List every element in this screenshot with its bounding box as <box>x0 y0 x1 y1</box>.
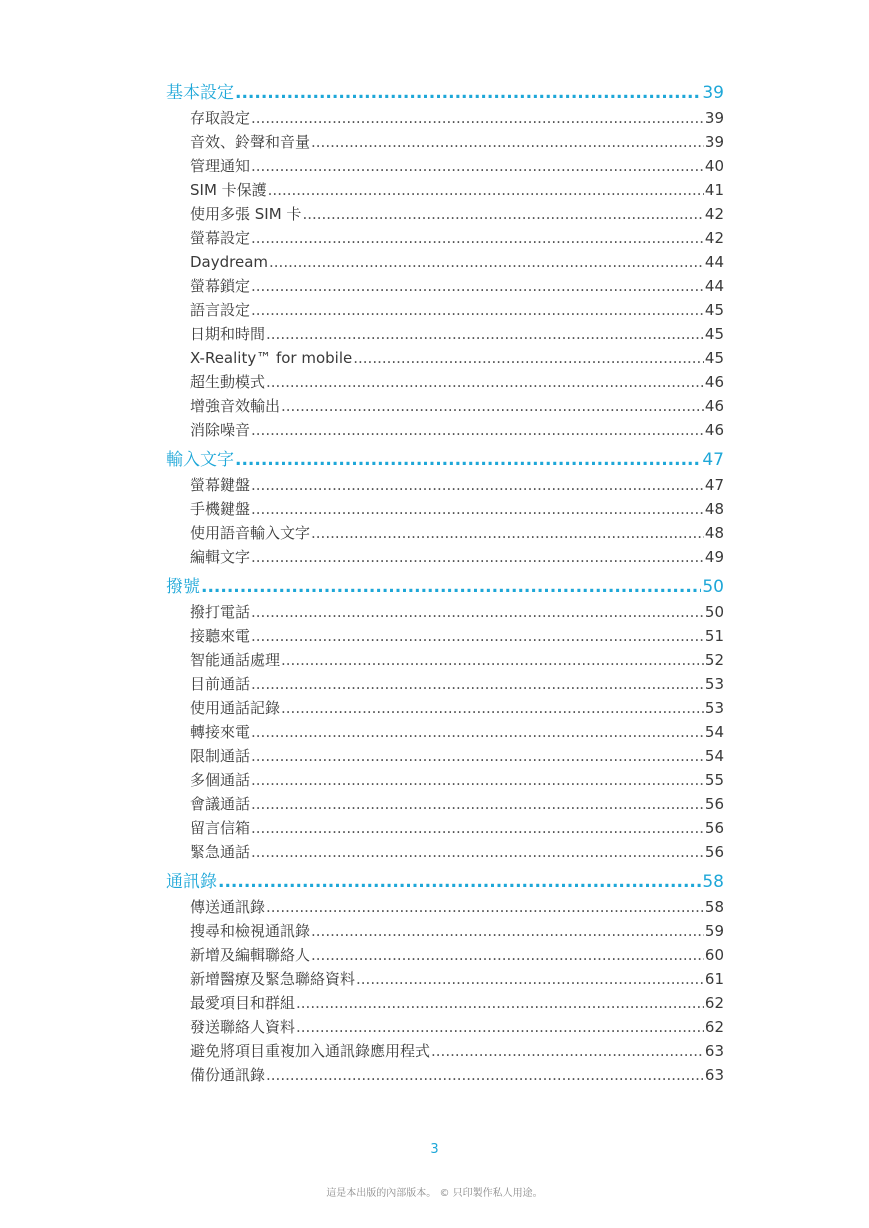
dot-leader <box>296 1015 704 1039</box>
toc-heading-page: 50 <box>702 577 724 597</box>
toc-entry-label: 避免將項目重複加入通訊錄應用程式 <box>190 1042 431 1060</box>
toc-entry-label: 留言信箱 <box>190 819 251 837</box>
toc-entry[interactable] <box>166 226 724 250</box>
dot-leader <box>266 370 704 394</box>
toc-entry[interactable] <box>166 298 724 322</box>
toc-entry[interactable] <box>166 250 724 274</box>
toc-entry-label: 會議通話 <box>190 795 251 813</box>
toc-entry-label: SIM 卡保護 <box>190 181 267 199</box>
toc-entry-page: 53 <box>704 675 724 693</box>
toc-entry[interactable] <box>166 1039 724 1063</box>
toc-entry-page: 46 <box>704 373 724 391</box>
toc-entry-page: 44 <box>704 277 724 295</box>
toc-entry-page: 46 <box>704 421 724 439</box>
toc-entry[interactable] <box>166 130 724 154</box>
toc-entry-page: 56 <box>704 819 724 837</box>
dot-leader <box>251 744 704 768</box>
toc-entry-label: Daydream <box>190 253 269 271</box>
dot-leader <box>251 226 704 250</box>
toc-entry-page: 45 <box>704 349 724 367</box>
toc-entry-page: 59 <box>704 922 724 940</box>
toc-entry-page: 60 <box>704 946 724 964</box>
toc-entry-page: 53 <box>704 699 724 717</box>
toc-entry[interactable] <box>166 322 724 346</box>
toc-entry-label: 音效、鈴聲和音量 <box>190 133 311 151</box>
toc-entry-label: 限制通話 <box>190 747 251 765</box>
toc-heading[interactable] <box>166 448 724 473</box>
dot-leader <box>281 648 704 672</box>
toc-entry-label: 日期和時間 <box>190 325 266 343</box>
toc-heading[interactable] <box>166 870 724 895</box>
toc-entry[interactable] <box>166 1063 724 1087</box>
toc-entry[interactable] <box>166 521 724 545</box>
dot-leader <box>251 600 704 624</box>
dot-leader <box>251 154 704 178</box>
dot-leader <box>251 720 704 744</box>
dot-leader <box>251 768 704 792</box>
toc-entry[interactable] <box>166 106 724 130</box>
dot-leader <box>268 178 704 202</box>
dot-leader <box>311 943 704 967</box>
toc-entry-page: 55 <box>704 771 724 789</box>
toc-entry-label: 緊急通話 <box>190 843 251 861</box>
toc-heading-title: 撥號 <box>166 577 200 597</box>
toc-entry[interactable] <box>166 473 724 497</box>
toc-entry-label: 備份通訊錄 <box>190 1066 266 1084</box>
toc-entry[interactable] <box>166 720 724 744</box>
toc-entry[interactable] <box>166 895 724 919</box>
toc-entry-page: 56 <box>704 795 724 813</box>
toc-heading-title: 通訊錄 <box>166 872 217 892</box>
toc-heading-page: 39 <box>702 83 724 103</box>
toc-entry[interactable] <box>166 919 724 943</box>
toc-entry[interactable] <box>166 792 724 816</box>
toc-entry-page: 39 <box>704 109 724 127</box>
toc-entry-page: 50 <box>704 603 724 621</box>
toc-entry[interactable] <box>166 696 724 720</box>
toc-entry-label: 最愛項目和群組 <box>190 994 296 1012</box>
toc-entry-page: 42 <box>704 229 724 247</box>
toc-heading-page: 58 <box>702 872 724 892</box>
toc-entry[interactable] <box>166 178 724 202</box>
toc-entry[interactable] <box>166 1015 724 1039</box>
toc-entry-label: 智能通話處理 <box>190 651 281 669</box>
toc-entry-label: 搜尋和檢視通訊錄 <box>190 922 311 940</box>
dot-leader <box>311 919 704 943</box>
toc-heading[interactable] <box>166 81 724 106</box>
dot-leader <box>281 394 704 418</box>
toc-entry-label: 撥打電話 <box>190 603 251 621</box>
toc-entry-page: 45 <box>704 301 724 319</box>
toc-entry-page: 47 <box>704 476 724 494</box>
toc-section <box>166 575 724 864</box>
toc-entry-label: 發送聯絡人資料 <box>190 1018 296 1036</box>
dot-leader <box>311 521 704 545</box>
dot-leader <box>251 816 704 840</box>
toc-entry[interactable] <box>166 991 724 1015</box>
toc-entry-label: 使用通話記錄 <box>190 699 281 717</box>
toc-entry-label: 使用語音輸入文字 <box>190 524 311 542</box>
dot-leader <box>251 792 704 816</box>
toc-entry[interactable] <box>166 816 724 840</box>
toc-heading[interactable] <box>166 575 724 600</box>
toc-entry-page: 56 <box>704 843 724 861</box>
dot-leader <box>235 81 701 106</box>
dot-leader <box>251 624 704 648</box>
toc-entry-label: X-Reality™ for mobile <box>190 349 353 367</box>
toc-entry[interactable] <box>166 497 724 521</box>
toc-entry-label: 螢幕鍵盤 <box>190 476 251 494</box>
toc-entry-label: 增強音效輸出 <box>190 397 281 415</box>
toc-entry-page: 51 <box>704 627 724 645</box>
toc-entry[interactable] <box>166 600 724 624</box>
toc-entry[interactable] <box>166 418 724 442</box>
toc-section <box>166 448 724 569</box>
toc-entry-page: 58 <box>704 898 724 916</box>
dot-leader <box>356 967 704 991</box>
dot-leader <box>251 298 704 322</box>
dot-leader <box>266 1063 704 1087</box>
toc-entry-label: 管理通知 <box>190 157 251 175</box>
dot-leader <box>251 473 704 497</box>
toc-entry-page: 52 <box>704 651 724 669</box>
toc-entry-label: 螢幕鎖定 <box>190 277 251 295</box>
toc-entry-page: 63 <box>704 1042 724 1060</box>
dot-leader <box>269 250 704 274</box>
toc-entry[interactable] <box>166 624 724 648</box>
toc-entry-label: 轉接來電 <box>190 723 251 741</box>
toc-heading-title: 基本設定 <box>166 83 234 103</box>
toc-entry-page: 54 <box>704 723 724 741</box>
dot-leader <box>302 202 703 226</box>
toc-entry-page: 62 <box>704 994 724 1012</box>
toc-entry[interactable] <box>166 967 724 991</box>
dot-leader <box>353 346 704 370</box>
toc-entry[interactable] <box>166 346 724 370</box>
dot-leader <box>431 1039 704 1063</box>
toc-entry-page: 42 <box>704 205 724 223</box>
toc-entry-page: 41 <box>704 181 724 199</box>
dot-leader <box>251 545 704 569</box>
toc-entry-page: 48 <box>704 524 724 542</box>
toc-entry[interactable] <box>166 370 724 394</box>
dot-leader <box>218 870 701 895</box>
toc-entry-label: 目前通話 <box>190 675 251 693</box>
dot-leader <box>251 497 704 521</box>
toc-entry-label: 超生動模式 <box>190 373 266 391</box>
toc-entry-label: 存取設定 <box>190 109 251 127</box>
toc-entry[interactable] <box>166 394 724 418</box>
toc-entry[interactable] <box>166 672 724 696</box>
toc-entry-page: 46 <box>704 397 724 415</box>
toc-section <box>166 870 724 1087</box>
toc-entry-label: 新增及編輯聯絡人 <box>190 946 311 964</box>
toc-entry-label: 語言設定 <box>190 301 251 319</box>
dot-leader <box>251 274 704 298</box>
toc-entry-label: 編輯文字 <box>190 548 251 566</box>
toc-entry-page: 54 <box>704 747 724 765</box>
footer-note: 這是本出版的內部版本。 © 只印製作私人用途。 <box>326 1188 543 1199</box>
toc-entry[interactable] <box>166 202 724 226</box>
toc-section <box>166 81 724 442</box>
dot-leader <box>266 322 704 346</box>
toc-entry-label: 手機鍵盤 <box>190 500 251 518</box>
toc-entry[interactable] <box>166 274 724 298</box>
dot-leader <box>201 575 701 600</box>
toc-heading-title: 輸入文字 <box>166 450 234 470</box>
toc-entry-page: 61 <box>704 970 724 988</box>
toc-entry[interactable] <box>166 545 724 569</box>
toc-entry-page: 44 <box>704 253 724 271</box>
toc-entry[interactable] <box>166 840 724 864</box>
dot-leader <box>266 895 704 919</box>
toc-entry-label: 接聽來電 <box>190 627 251 645</box>
toc-entry-page: 40 <box>704 157 724 175</box>
toc-entry[interactable] <box>166 768 724 792</box>
toc-entry-page: 39 <box>704 133 724 151</box>
dot-leader <box>251 418 704 442</box>
dot-leader <box>235 448 701 473</box>
toc-entry[interactable] <box>166 744 724 768</box>
toc-entry-page: 62 <box>704 1018 724 1036</box>
dot-leader <box>251 840 704 864</box>
toc-entry-label: 傳送通訊錄 <box>190 898 266 916</box>
toc-entry-page: 49 <box>704 548 724 566</box>
toc-entry-page: 48 <box>704 500 724 518</box>
dot-leader <box>251 106 704 130</box>
toc-entry[interactable] <box>166 943 724 967</box>
toc-entry-label: 新增醫療及緊急聯絡資料 <box>190 970 356 988</box>
dot-leader <box>251 672 704 696</box>
toc-entry-label: 螢幕設定 <box>190 229 251 247</box>
dot-leader <box>311 130 704 154</box>
toc-heading-page: 47 <box>702 450 724 470</box>
toc-entry-label: 使用多張 SIM 卡 <box>190 205 302 223</box>
table-of-contents <box>166 81 724 1093</box>
toc-entry[interactable] <box>166 648 724 672</box>
dot-leader <box>296 991 704 1015</box>
toc-entry-label: 消除噪音 <box>190 421 251 439</box>
page-number: 3 <box>430 1142 439 1157</box>
toc-entry-page: 63 <box>704 1066 724 1084</box>
dot-leader <box>281 696 704 720</box>
toc-entry-page: 45 <box>704 325 724 343</box>
toc-entry[interactable] <box>166 154 724 178</box>
toc-entry-label: 多個通話 <box>190 771 251 789</box>
